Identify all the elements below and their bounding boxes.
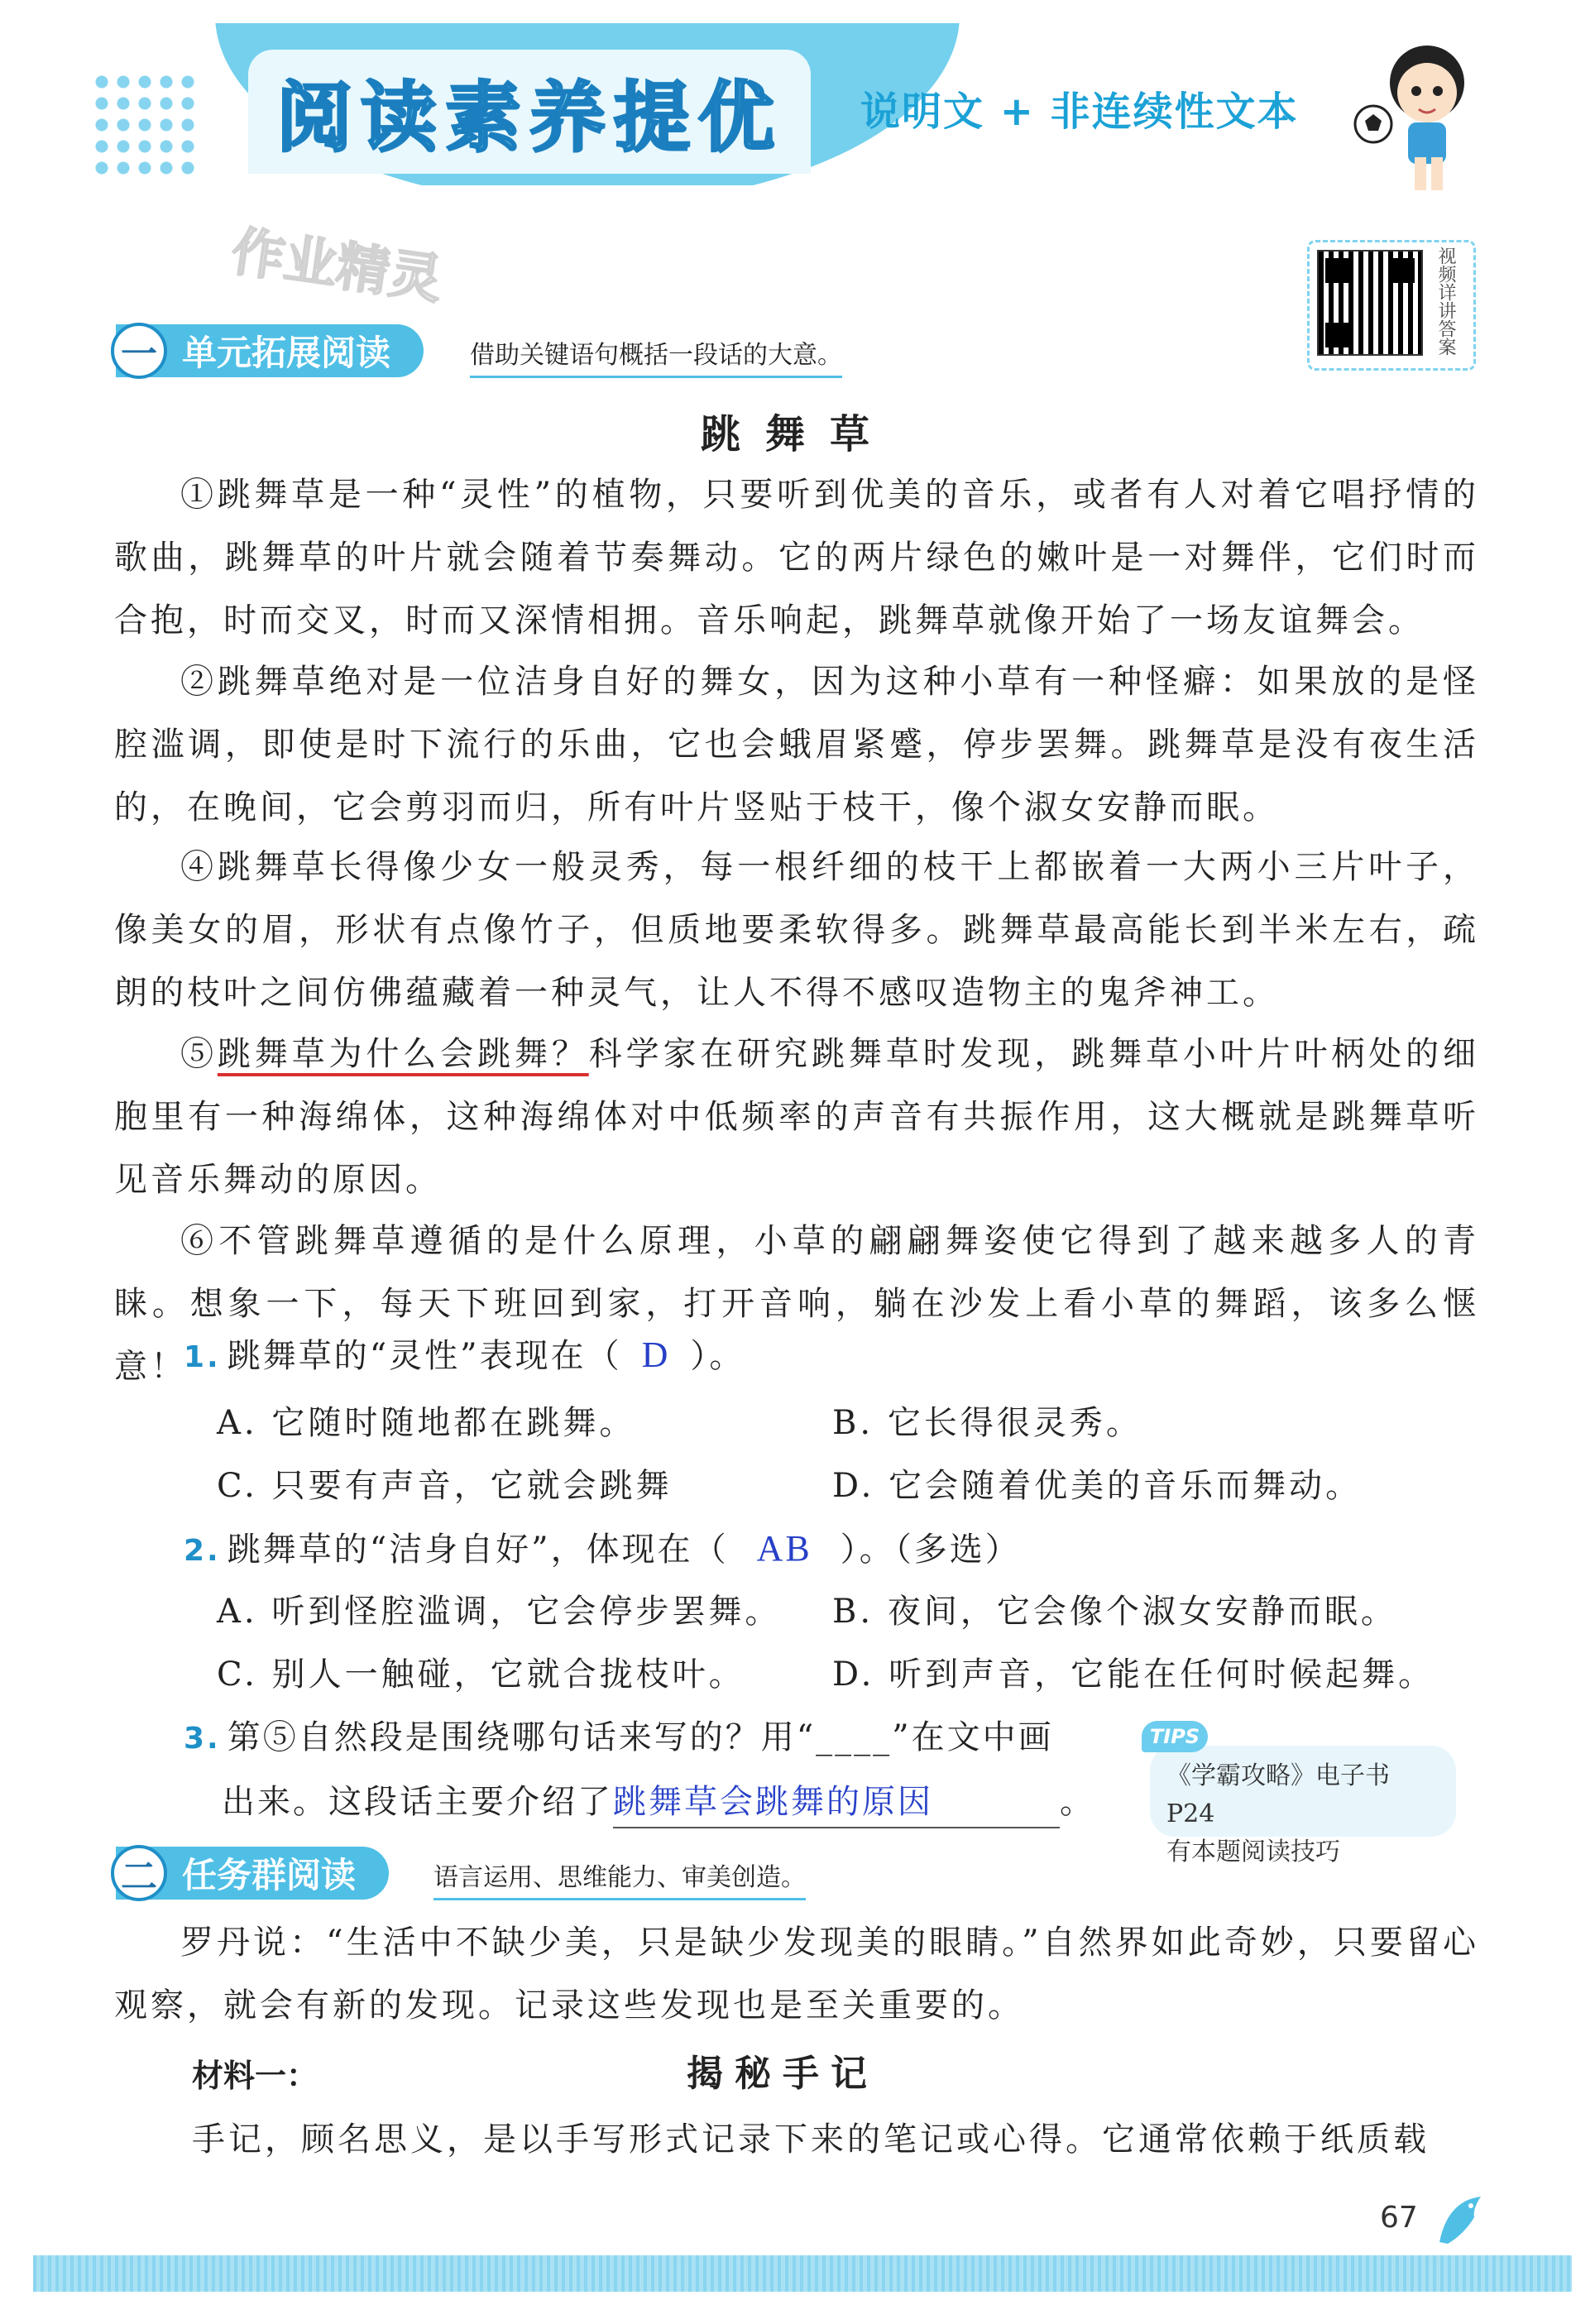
paragraph-4: ④跳舞草长得像少女一般灵秀，每一根纤细的枝干上都嵌着一大两小三片叶子，像美女的眉，形状有点像竹子，但质地要柔软得多。跳舞草最高能长到半米左右，疏朗的枝叶之间仿佛蕴藏着一种灵气，让人不得不感叹造物主的鬼斧神工。 [114, 848, 1479, 1012]
question-3-line2 [222, 1777, 1095, 1828]
paragraph-1: ①跳舞草是一种“灵性”的植物，只要听到优美的音乐，或者有人对着它唱抒情的歌曲，跳舞草的叶片就会随着节奏舞动。它的两片绿色的嫩叶是一对舞伴，它们时而合抱，时而交叉，时而又深情相拥。音乐响起，跳舞草就像开始了一场友谊舞会。 [114, 476, 1479, 640]
question-3-line2-end: 。 [1060, 1783, 1095, 1821]
section-note-1: 借助关键语句概括一段话的大意。 [470, 334, 842, 378]
page-number: 67 [1380, 2201, 1418, 2235]
question-1-stem-end: ）。 [690, 1337, 745, 1375]
section-tag-1 [116, 324, 424, 377]
question-1-answer[interactable]: D [641, 1335, 671, 1375]
question-1-number: 1. [184, 1340, 221, 1374]
question-3-number: 3. [184, 1722, 221, 1756]
section-tag-label-2: 任务群阅读 [182, 1855, 357, 1895]
qr-code-icon[interactable] [1317, 250, 1423, 356]
section-2-intro: 罗丹说：“生活中不缺少美，只是缺少发现美的眼睛。”自然界如此奇妙，只要留心观察，就会有新的发现。记录这些发现也是至关重要的。 [114, 1924, 1479, 2025]
tips-box [1142, 1721, 1456, 1866]
header-title: 阅读素养提优 [248, 50, 811, 174]
qr-label: 视频详讲答案 [1435, 247, 1456, 356]
section-tag-2 [116, 1847, 389, 1900]
material-text: 手记，顾名思义，是以手写形式记录下来的笔记或心得。它通常依赖于纸质载 [192, 2120, 1430, 2159]
watermark: 作业精灵 [228, 221, 447, 312]
section-note-2: 语言运用、思维能力、审美创造。 [433, 1857, 806, 1900]
tips-badge: TIPS [1142, 1721, 1208, 1752]
q2-option-a[interactable]: A. 听到怪腔滥调，它会停步罢舞。 [217, 1593, 782, 1631]
q1-option-d[interactable]: D. 它会随着优美的音乐而舞动。 [832, 1467, 1363, 1505]
question-2-stem-end: ）。（多选） [840, 1531, 1021, 1569]
q1-option-c[interactable]: C. 只要有声音，它就会跳舞 [217, 1467, 673, 1505]
paragraph-6: ⑥不管跳舞草遵循的是什么原理，小草的翩翩舞姿使它得到了越来越多人的青睐。想象一下，每天下班回到家，打开音响，躺在沙发上看小草的舞蹈，该多么惬意！ [114, 1222, 1479, 1386]
question-3-line2-text: 出来。这段话主要介绍了 [222, 1783, 613, 1821]
q1-option-a[interactable]: A. 它随时随地都在跳舞。 [217, 1404, 636, 1442]
key-sentence-underlined: 跳舞草为什么会跳舞？ [217, 1035, 589, 1073]
header-subtitle: 说明文 + 非连续性文本 [860, 88, 1299, 135]
paragraph-5-rest: 科学家在研究跳舞草时发现，跳舞草小叶片叶柄处的细胞里有一种海绵体，这种海绵体对中低频率的声音有共振作用，这大概就是跳舞草听见音乐舞动的原因。 [114, 1035, 1480, 1199]
tips-line-2: 有本题阅读技巧 [1166, 1838, 1340, 1866]
footer-stripe [33, 2255, 1572, 2292]
tips-text [1166, 1757, 1439, 1871]
question-1-stem: 跳舞草的“灵性”表现在（ [227, 1337, 622, 1375]
section-number-2: 二 [111, 1845, 167, 1901]
section-tag-label-1: 单元拓展阅读 [182, 333, 391, 373]
q2-option-b[interactable]: B. 夜间，它会像个淑女安静而眠。 [832, 1593, 1397, 1631]
question-2 [184, 1524, 1021, 1576]
material-label: 材料一： [192, 2058, 319, 2094]
dolphin-icon [1423, 2184, 1497, 2259]
paragraph-2: ②跳舞草绝对是一位洁身自好的舞女，因为这种小草有一种怪癖：如果放的是怪腔滥调，即使是时下流行的乐曲，它也会蛾眉紧蹙，停步罢舞。跳舞草是没有夜生活的，在晚间，它会剪羽而归，所有叶片竖贴于枝干，像个淑女安静而眠。 [114, 663, 1479, 827]
material-title: 揭秘手记 [687, 2053, 879, 2095]
tips-line-1: 《学霸攻略》电子书 P24 [1166, 1761, 1390, 1828]
question-2-stem: 跳舞草的“洁身自好”，体现在（ [227, 1531, 729, 1569]
boy-with-ball-illustration [1348, 33, 1489, 199]
q1-option-b[interactable]: B. 它长得很灵秀。 [832, 1404, 1142, 1442]
q2-option-d[interactable]: D. 听到声音，它能在任何时候起舞。 [832, 1656, 1435, 1694]
question-1 [184, 1330, 745, 1382]
question-2-number: 2. [184, 1534, 221, 1568]
article-title: 跳舞草 [700, 411, 894, 458]
question-2-answer[interactable]: AB [756, 1528, 812, 1569]
question-3-line1: 第⑤自然段是围绕哪句话来写的？用“____”在文中画 [227, 1718, 1054, 1756]
paragraph-5 [114, 1023, 1479, 1211]
section-number-1: 一 [111, 323, 167, 379]
header-dots-decor [91, 71, 199, 179]
q2-option-c[interactable]: C. 别人一触碰，它就合拢枝叶。 [217, 1656, 745, 1694]
question-3-answer[interactable]: 跳舞草会跳舞的原因 [613, 1777, 1060, 1828]
paragraph-5-prefix: ⑤ [180, 1035, 218, 1073]
question-3 [184, 1713, 1054, 1764]
